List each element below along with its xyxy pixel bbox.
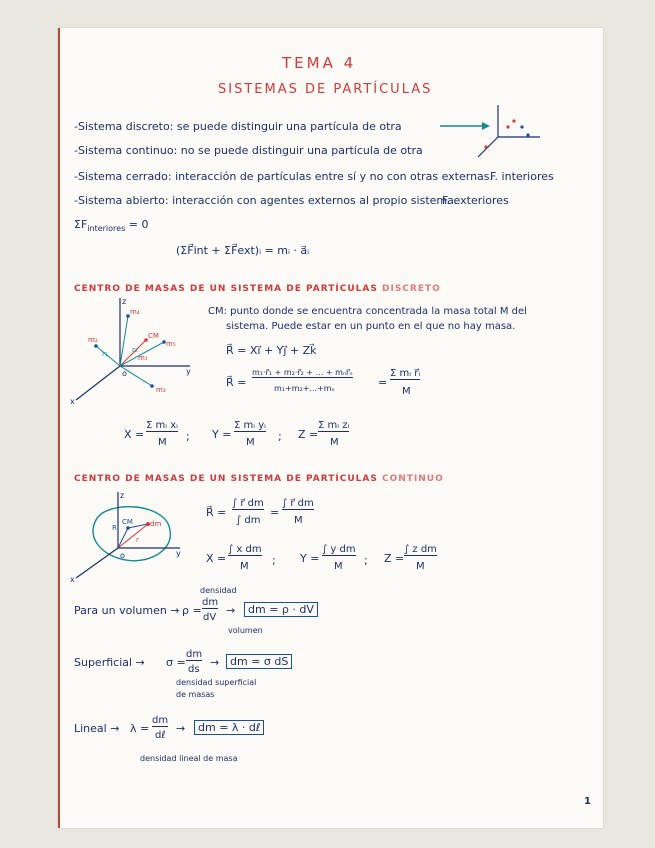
r-discreto-num: m₁·r⃗₁ + m₂·r⃗₂ + ... + mₙr⃗ₙ [252, 368, 353, 377]
def-abierto: -Sistema abierto: interacción con agentes externos al propio sistema. [74, 194, 458, 207]
arrow: → [210, 656, 220, 669]
def-continuo: -Sistema continuo: no se puede distinguir una partícula de otra [74, 144, 423, 157]
volumen-formula: ρ = [182, 604, 202, 617]
continuo-axis-z: z [120, 491, 125, 500]
x-continuo-den: M [240, 561, 249, 572]
arrow: → [176, 722, 186, 735]
volumen-note-top: densidad [200, 586, 237, 595]
continuo-diagram [66, 490, 186, 590]
r-continuo-num1: ∫ r⃗ dm [232, 498, 264, 509]
continuo-label: r [136, 536, 139, 544]
x-discreto-lhs: X = [124, 428, 145, 441]
z-discreto-lhs: Z = [298, 428, 319, 441]
discreto-label: m₂ [88, 336, 98, 344]
y-continuo-den: M [334, 561, 343, 572]
def-abierto-f: F. exteriores [442, 194, 509, 207]
r-continuo-num2: ∫ r⃗ dm [282, 498, 314, 509]
continuo-axis-y: y [176, 549, 181, 558]
volumen-den: dV [203, 612, 217, 623]
page-title: TEMA 4 [282, 54, 357, 72]
x-discreto-num: Σ mᵢ xᵢ [146, 420, 178, 431]
r-vector-components: R⃗ = Xi⃗ + Yj⃗ + Zk⃗ [226, 344, 317, 357]
r-discreto-sum-den: M [402, 386, 411, 397]
z-continuo-den: M [416, 561, 425, 572]
superficial-num: dm [186, 649, 203, 660]
volumen-note-bottom: volumen [228, 626, 263, 635]
page-number: 1 [584, 796, 591, 807]
lineal-den: dℓ [155, 730, 166, 741]
z-continuo-num: ∫ z dm [404, 544, 437, 555]
discreto-label: r₁ [102, 350, 108, 358]
discreto-origin: o [122, 369, 127, 378]
newton-equation: (ΣF⃗int + ΣF⃗ext)ᵢ = mᵢ · a⃗ᵢ [176, 244, 310, 257]
superficial-den: ds [188, 664, 200, 675]
x-discreto-den: M [158, 437, 167, 448]
discreto-axis-z: z [122, 297, 127, 306]
cm-definition-1: CM: punto donde se encuentra concentrada la masa total M del [208, 306, 527, 317]
lineal-formula: λ = [130, 722, 150, 735]
r-continuo-den2: M [294, 515, 303, 526]
discreto-diagram [66, 296, 196, 406]
sep: ; [364, 554, 368, 567]
y-discreto-num: Σ mᵢ yᵢ [234, 420, 266, 431]
volumen-label: Para un volumen → [74, 604, 180, 617]
lineal-note: densidad lineal de masa [140, 754, 238, 763]
volumen-num: dm [202, 597, 219, 608]
discreto-label: m₃ [156, 386, 166, 394]
discreto-axis-y: y [186, 367, 191, 376]
z-continuo-lhs: Z = [384, 552, 405, 565]
r-continuo-lhs: R⃗ = [206, 506, 227, 519]
section-heading-continuo: CENTRO DE MASAS DE UN SISTEMA DE PARTÍCULAS CONTINUO [74, 474, 444, 484]
discreto-label: m₄ [130, 308, 140, 316]
continuo-label: CM [122, 518, 133, 526]
x-continuo-num: ∫ x dm [228, 544, 262, 555]
discreto-label: r₂ [132, 346, 138, 354]
x-continuo-lhs: X = [206, 552, 227, 565]
axes-sketch-icon [470, 105, 550, 165]
volumen-result: dm = ρ · dV [244, 602, 318, 617]
page-subtitle: SISTEMAS DE PARTÍCULAS [218, 82, 433, 97]
r-continuo-den1: ∫ dm [236, 515, 261, 526]
sep: ; [278, 430, 282, 443]
def-cerrado: -Sistema cerrado: interacción de partículas entre sí y no con otras externas. [74, 170, 494, 183]
superficial-formula: σ = [166, 656, 186, 669]
def-discreto: -Sistema discreto: se puede distinguir una partícula de otra [74, 120, 402, 133]
continuo-label: R [112, 524, 117, 532]
r-discreto-lhs: R⃗ = [226, 376, 247, 389]
superficial-note-1: densidad superficial [176, 678, 257, 687]
lineal-num: dm [152, 715, 169, 726]
r-discreto-den: m₁+m₂+...+mₙ [274, 384, 335, 393]
discreto-axis-x: x [70, 397, 75, 406]
continuo-axis-x: x [70, 575, 75, 584]
r-discreto-sum-num: Σ mᵢ r⃗ᵢ [390, 368, 421, 379]
discreto-label: m₁ [138, 354, 148, 362]
y-continuo-lhs: Y = [300, 552, 320, 565]
y-discreto-den: M [246, 437, 255, 448]
z-discreto-num: Σ mᵢ zᵢ [318, 420, 350, 431]
arrow: → [226, 604, 236, 617]
y-continuo-num: ∫ y dm [322, 544, 356, 555]
cm-definition-2: sistema. Puede estar en un punto en el que no hay masa. [226, 321, 516, 332]
y-discreto-lhs: Y = [212, 428, 232, 441]
discreto-label: CM [148, 332, 159, 340]
superficial-result: dm = σ dS [226, 654, 292, 669]
r-discreto-eq: = [378, 376, 388, 389]
lineal-label: Lineal → [74, 722, 120, 735]
margin-line [58, 28, 60, 828]
continuo-origin: o [120, 551, 125, 560]
superficial-note-2: de masas [176, 690, 215, 699]
superficial-label: Superficial → [74, 656, 145, 669]
def-cerrado-f: F. interiores [490, 170, 554, 183]
r-continuo-eq: = [270, 506, 280, 519]
sep: ; [272, 554, 276, 567]
z-discreto-den: M [330, 437, 339, 448]
lineal-result: dm = λ · dℓ [194, 720, 264, 735]
sep: ; [186, 430, 190, 443]
continuo-label: dm [150, 520, 162, 528]
section-heading-discreto: CENTRO DE MASAS DE UN SISTEMA DE PARTÍCULAS DISCRETO [74, 284, 441, 294]
f-interiores: $\Sigma F_{interiores} = 0$ [74, 218, 149, 234]
discreto-label: m₅ [166, 340, 176, 348]
